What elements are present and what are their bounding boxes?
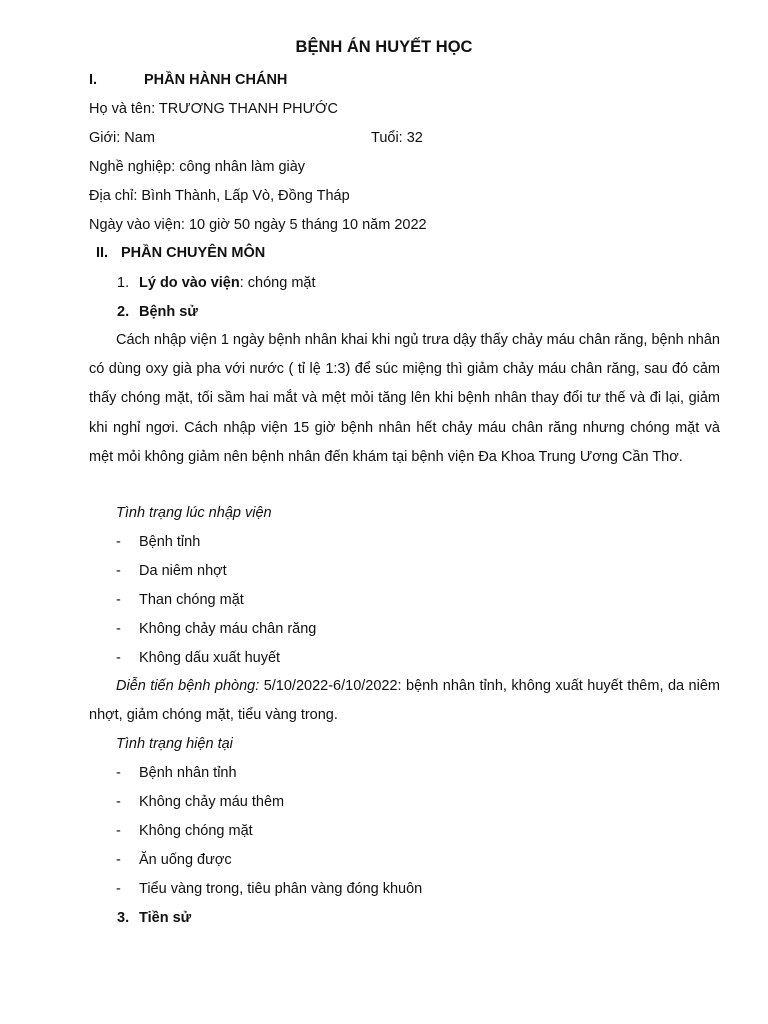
bullet: - bbox=[116, 650, 121, 666]
history-text: Cách nhập viện 1 ngày bệnh nhân khai khi ngủ trưa dậy thấy chảy máu chân răng, bệnh nhân có dùng oxy già pha với nước ( tỉ lệ 1:3) để súc miệng thì giảm chảy máu chân răng, sau đó cảm thấy chóng mặt, tối sầm hai mắt và mệt mỏi tăng lên khi bệnh nhân thay đổi tư thế và đi lại, giảm khi nghỉ ngơi. Cách nhập viện 15 giờ bệnh nhân hết chảy máu chân răng nhưng chóng mặt và mệt mỏi không giảm nên bệnh nhân đến khám tại bệnh viện Đa Khoa Trung Ương Cần Thơ. bbox=[89, 332, 720, 465]
history-paragraph bbox=[89, 326, 720, 472]
item-1-number: 1. bbox=[117, 275, 130, 291]
bullet: - bbox=[116, 621, 121, 637]
bullet: - bbox=[116, 534, 121, 550]
document-title: BỆNH ÁN HUYẾT HỌC bbox=[295, 38, 473, 56]
bullet: - bbox=[116, 852, 121, 868]
current-status-heading: Tình trạng hiện tại bbox=[116, 736, 233, 752]
section-2-number: II. bbox=[96, 245, 109, 261]
bullet: - bbox=[116, 823, 121, 839]
current-status-item: Tiểu vàng trong, tiêu phân vàng đóng khuôn bbox=[139, 881, 423, 897]
patient-address: Địa chỉ: Bình Thành, Lấp Vò, Đồng Tháp bbox=[89, 188, 350, 204]
patient-gender: Giới: Nam bbox=[89, 130, 155, 146]
item-3-number: 3. bbox=[117, 910, 130, 926]
bullet: - bbox=[116, 794, 121, 810]
item-3-label: Tiền sử bbox=[139, 910, 192, 926]
admission-status-heading: Tình trạng lúc nhập viện bbox=[116, 505, 272, 521]
item-1-value: : chóng mặt bbox=[239, 275, 316, 291]
item-1-label: Lý do vào viện bbox=[139, 275, 240, 291]
patient-age: Tuổi: 32 bbox=[371, 130, 423, 146]
progress-label: Diễn tiến bệnh phòng: bbox=[116, 678, 260, 694]
current-status-item: Không chảy máu thêm bbox=[139, 794, 285, 810]
current-status-item: Bệnh nhân tỉnh bbox=[139, 765, 237, 781]
progress-text: 5/10/2022-6/10/2022: bệnh nhân tỉnh, không xuất huyết thêm, da niêm nhợt, giảm chóng mặt, tiểu vàng trong. bbox=[89, 678, 720, 724]
patient-occupation: Nghề nghiệp: công nhân làm giày bbox=[89, 159, 306, 175]
item-2-label: Bệnh sử bbox=[139, 304, 198, 320]
admission-status-item: Da niêm nhợt bbox=[139, 563, 227, 579]
section-2-heading: PHẦN CHUYÊN MÔN bbox=[121, 245, 266, 261]
patient-name: Họ và tên: TRƯƠNG THANH PHƯỚC bbox=[89, 101, 338, 117]
admission-status-item: Không dấu xuất huyết bbox=[139, 650, 281, 666]
bullet: - bbox=[116, 592, 121, 608]
admission-status-item: Than chóng mặt bbox=[139, 592, 244, 608]
progress-paragraph bbox=[89, 672, 720, 730]
admission-status-item: Bệnh tỉnh bbox=[139, 534, 201, 550]
bullet: - bbox=[116, 765, 121, 781]
current-status-item: Không chóng mặt bbox=[139, 823, 253, 839]
item-2-number: 2. bbox=[117, 304, 130, 320]
current-status-item: Ăn uống được bbox=[139, 852, 232, 868]
section-1-number: I. bbox=[89, 72, 98, 88]
bullet: - bbox=[116, 563, 121, 579]
section-1-heading: PHẦN HÀNH CHÁNH bbox=[144, 72, 288, 88]
bullet: - bbox=[116, 881, 121, 897]
admission-date: Ngày vào viện: 10 giờ 50 ngày 5 tháng 10 năm 2022 bbox=[89, 217, 427, 233]
admission-status-item: Không chảy máu chân răng bbox=[139, 621, 317, 637]
reason-for-admission bbox=[139, 273, 316, 293]
